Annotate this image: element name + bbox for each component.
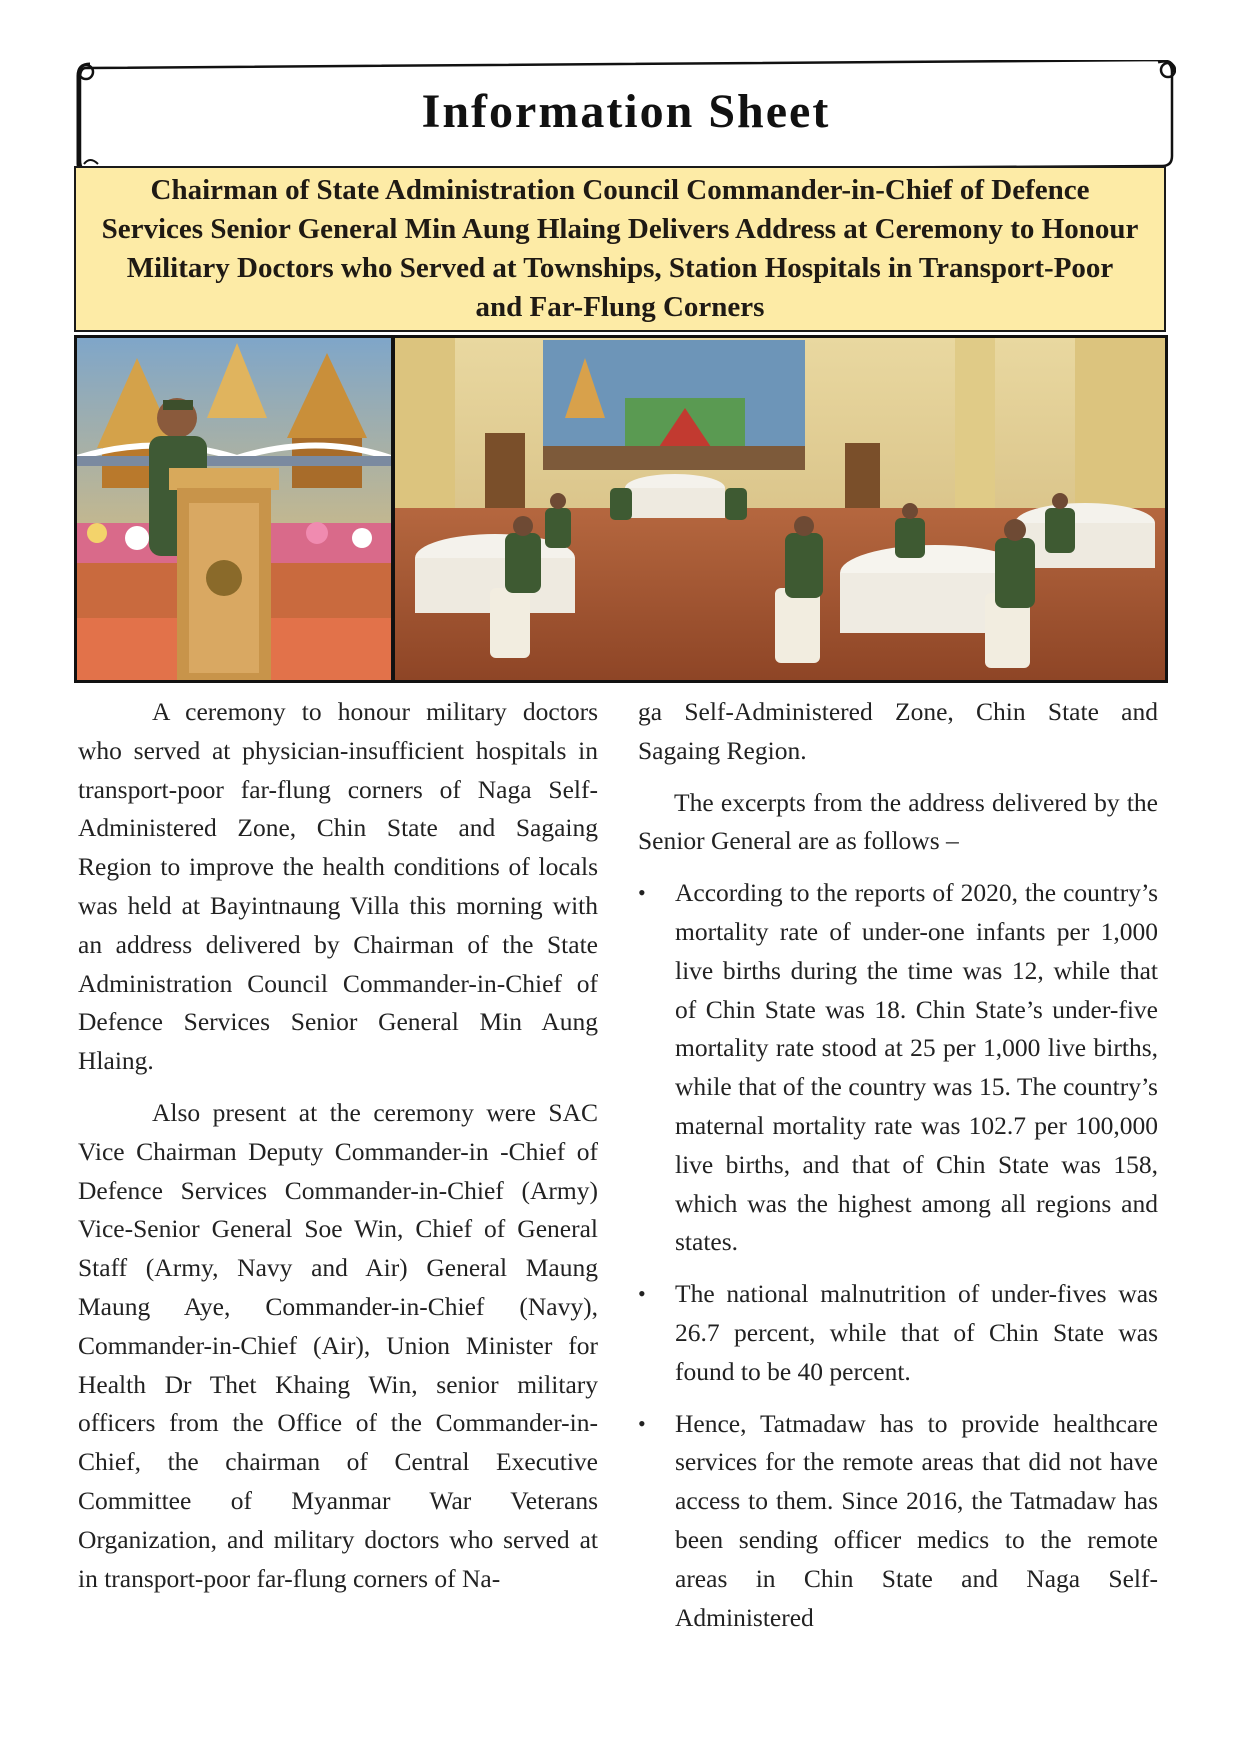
list-item xyxy=(638,874,1158,1262)
paragraph-attendees: Also present at the ceremony were SAC Vice Chairman Deputy Commander-in -Chief of Defence Services Commander-in-Chief (Army) Vice-Senior General Soe Win, Chief of General Staff (Army, Navy and Air) General Maung Maung Aye, Commander-in-Chief (Navy), Commander-in-Chief (Air), Union Minister for Health Dr Thet Khaing Win, senior military officers from the Office of the Commander-in-Chief, the chairman of Central Executive Committee of Myanmar War Veterans Organization, and military doctors who served at in transport-poor far-flung corners of Na- xyxy=(78,1097,598,1593)
list-item-text: The national malnutrition of under-fives was 26.7 percent, while that of Chin State was found to be 40 percent. xyxy=(675,1279,1158,1386)
address-excerpts-list xyxy=(638,874,1158,1637)
list-item xyxy=(638,1275,1158,1391)
photo-banquet-hall-ceremony xyxy=(395,338,1165,680)
headline-text: Chairman of State Administration Council Commander-in-Chief of Defence Services Senior General Min Aung Hlaing Delivers Address at Ceremony to Honour Military Doctors who Served at Townships, Station Hospitals in Transport-Poor and Far-Flung Corners xyxy=(101,174,1139,323)
bullet-icon: • xyxy=(638,880,646,906)
list-item-text: According to the reports of 2020, the country’s mortality rate of under-one infants per 1,000 live births during the time was 12, while that of Chin State was 18. Chin State’s under-five mortality rate stood at 25 per 1,000 live births, while that of the country was 15. The country’s maternal mortality rate was 102.7 per 100,000 live births, and that of Chin State was 158, which was the highest among all regions and states. xyxy=(675,878,1158,1257)
paragraph-ceremony: A ceremony to honour military doctors who served at physician-insufficient hospitals in transport-poor far-flung corners of Naga Self-Administered Zone, Chin State and Sagaing Region to improve the health conditions of locals was held at Bayintnaung Villa this morning with an address delivered by Chairman of the State Administration Council Commander-in-Chief of Defence Services Senior General Min Aung Hlaing. xyxy=(78,697,598,1076)
list-item xyxy=(638,1405,1158,1638)
paragraph-excerpts-intro: The excerpts from the address delivered by the Senior General are as follows – xyxy=(638,787,1158,856)
page-title: Information Sheet xyxy=(421,85,831,138)
photo-speaker-at-podium xyxy=(77,338,391,680)
list-item-text: Hence, Tatmadaw has to provide healthcare services for the remote areas that did not have access to them. Since 2016, the Tatmadaw has been sending officer medics to the remote areas in Chin State and Naga Self-Administered xyxy=(675,1408,1158,1632)
right-column xyxy=(638,693,1158,1650)
headline-box xyxy=(74,166,1166,332)
photo-strip xyxy=(74,335,1168,683)
paragraph-continuation: ga Self-Administered Zone, Chin State and Sagaing Region. xyxy=(638,697,1158,765)
bullet-icon: • xyxy=(638,1281,646,1307)
left-column xyxy=(78,693,598,1611)
title-scroll-banner xyxy=(76,60,1176,172)
bullet-icon: • xyxy=(638,1410,646,1436)
